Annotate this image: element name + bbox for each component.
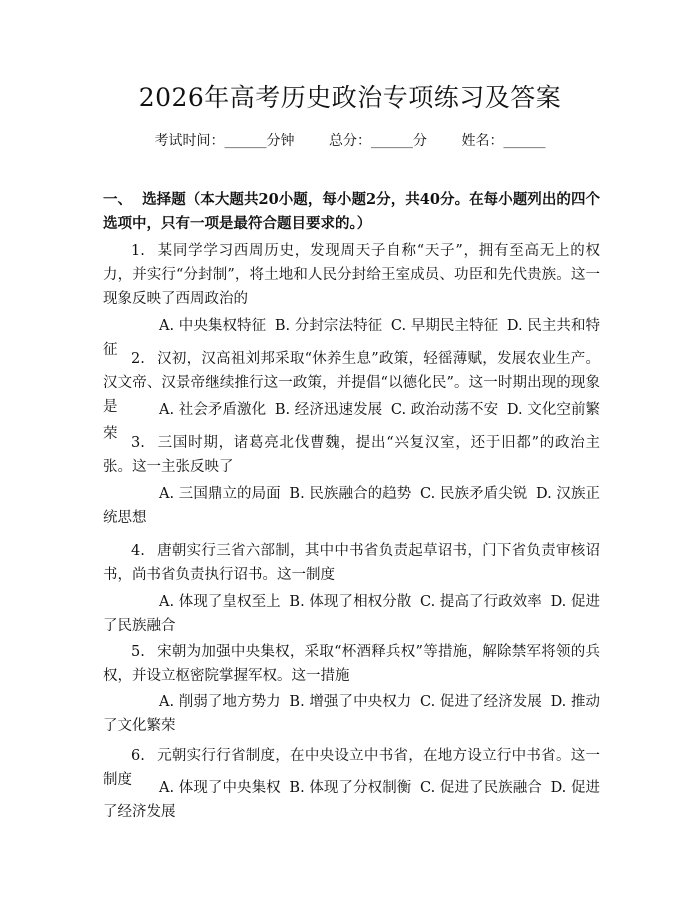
option-a: A. 中央集权特征 (159, 318, 267, 334)
option-c: C. 早期民主特征 (390, 318, 499, 334)
option-a: A. 三国鼎立的局面 (159, 486, 281, 502)
question-stem: 汉初，汉高祖刘邦采取“休养生息”政策，轻徭薄赋，发展农业生产。汉文帝、汉景帝继续推行这一政策，并提倡“以德化民”。这一时期出现的现象是 (103, 351, 600, 415)
option-b: B. 民族融合的趋势 (289, 486, 412, 502)
question-number: 2. (131, 351, 145, 367)
question-3 (103, 431, 600, 479)
question-number: 1. (131, 243, 145, 259)
option-d: D. 民主共和特征 (103, 318, 601, 358)
option-d: D. 促进了民族融合 (103, 594, 601, 634)
section-number: 一、 (103, 191, 133, 208)
question-1 (103, 239, 600, 311)
option-d: D. 促进了经济发展 (103, 780, 601, 820)
option-d: D. 推动了文化繁荣 (103, 694, 601, 734)
option-c: C. 提高了行政效率 (420, 594, 542, 610)
option-a: A. 社会矛盾激化 (159, 402, 267, 418)
option-b: B. 经济迅速发展 (274, 402, 383, 418)
option-a: A. 削弱了地方势力 (159, 694, 281, 710)
question-6-options (103, 776, 600, 824)
question-number: 6. (131, 748, 145, 764)
question-number: 3. (131, 435, 145, 451)
student-name-field: 姓名：______ (461, 133, 546, 149)
section-instructions: 选择题（本大题共20小题，每小题2分，共40分。在每小题列出的四个选项中，只有一项是最符合题目要求的。） (103, 191, 601, 232)
exam-time-field: 考试时间：______分钟 (154, 133, 295, 149)
page-title: 2026年高考历史政治专项练习及答案 (138, 83, 562, 112)
option-b: B. 分封宗法特征 (274, 318, 383, 334)
option-c: C. 促进了民族融合 (420, 780, 542, 796)
question-number: 4. (131, 543, 145, 559)
question-5-options (103, 690, 600, 738)
question-stem: 唐朝实行三省六部制，其中中书省负责起草诏书，门下省负责审核诏书，尚书省负责执行诏书。这一制度 (103, 543, 600, 583)
option-a: A. 体现了皇权至上 (159, 594, 281, 610)
question-5 (103, 640, 600, 688)
question-stem: 元朝实行行省制度，在中央设立中书省，在地方设立行中书省。这一制度 (103, 748, 600, 788)
option-a: A. 体现了中央集权 (159, 780, 281, 796)
option-d: D. 汉族正统思想 (103, 486, 601, 526)
question-number: 5. (131, 644, 145, 660)
option-c: C. 民族矛盾尖锐 (420, 486, 528, 502)
question-stem: 宋朝为加强中央集权，采取“杯酒释兵权”等措施，解除禁军将领的兵权，并设立枢密院掌握军权。这一措施 (103, 644, 600, 684)
question-stem: 某同学学习西周历史，发现周天子自称“天子”，拥有至高无上的权力，并实行“分封制”，将土地和人民分封给王室成员、功臣和先代贵族。这一现象反映了西周政治的 (103, 243, 600, 307)
option-b: B. 增强了中央权力 (289, 694, 412, 710)
option-d: D. 文化空前繁荣 (103, 402, 601, 442)
option-c: C. 促进了经济发展 (420, 694, 542, 710)
option-c: C. 政治动荡不安 (390, 402, 499, 418)
option-b: B. 体现了分权制衡 (289, 780, 412, 796)
question-4-options (103, 590, 600, 638)
total-score-field: 总分：______分 (329, 133, 427, 149)
question-3-options (103, 482, 600, 530)
exam-meta (0, 130, 700, 152)
question-4 (103, 539, 600, 587)
section-heading (103, 188, 600, 236)
option-b: B. 体现了相权分散 (289, 594, 412, 610)
question-stem: 三国时期，诸葛亮北伐曹魏，提出“兴复汉室，还于旧都”的政治主张。这一主张反映了 (103, 435, 600, 475)
